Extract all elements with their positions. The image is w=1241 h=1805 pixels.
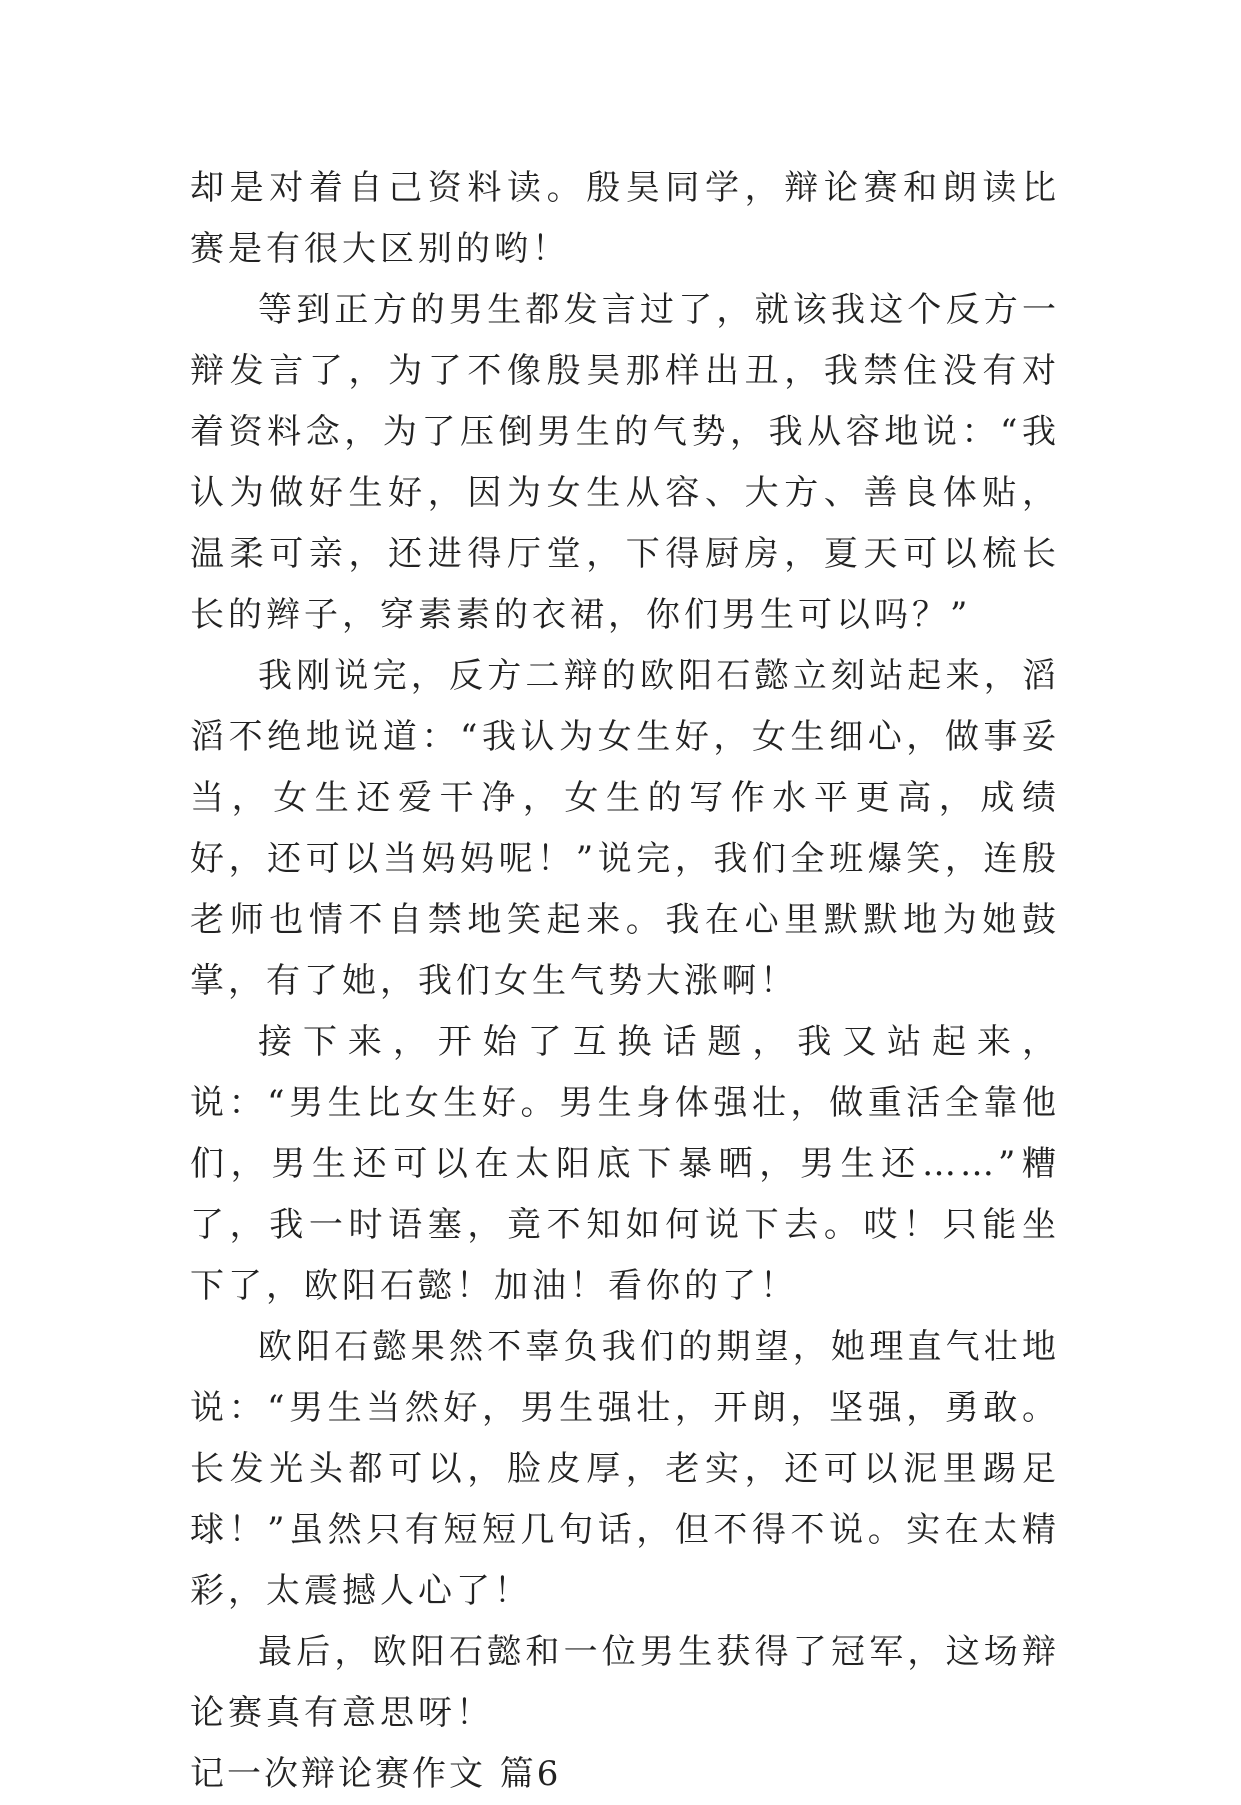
paragraph: 等到正方的男生都发言过了，就该我这个反方一辩发言了，为了不像殷昊那样出丑，我禁住没有对着资料念，为了压倒男生的气势，我从容地说：“我认为做好生好，因为女生从容、大方、善良体贴，温柔可亲，还进得厅堂，下得厨房，夏天可以梳长长的辫子，穿素素的衣裙，你们男生可以吗？”: [190, 290, 1060, 635]
paragraph: 最后，欧阳石懿和一位男生获得了冠军，这场辩论赛真有意思呀！: [190, 1632, 1060, 1733]
paragraph-continued: 却是对着自己资料读。殷昊同学，辩论赛和朗读比赛是有很大区别的哟！: [190, 168, 1060, 269]
paragraph: 接下来，开始了互换话题，我又站起来，说：“男生比女生好。男生身体强壮，做重活全靠他们，男生还可以在太阳底下暴晒，男生还……”糟了，我一时语塞，竟不知如何说下去。哎！只能坐下了，欧阳石懿！加油！看你的了！: [190, 1022, 1060, 1306]
paragraph: 欧阳石懿果然不辜负我们的期望，她理直气壮地说：“男生当然好，男生强壮，开朗，坚强，勇敢。长发光头都可以，脸皮厚，老实，还可以泥里踢足球！”虽然只有短短几句话，但不得不说。实在太精彩，太震撼人心了！: [190, 1327, 1060, 1611]
article-body: [190, 158, 1060, 1805]
paragraph: 我刚说完，反方二辩的欧阳石懿立刻站起来，滔滔不绝地说道：“我认为女生好，女生细心，做事妥当，女生还爱干净，女生的写作水平更高，成绩好，还可以当妈妈呢！”说完，我们全班爆笑，连殷老师也情不自禁地笑起来。我在心里默默地为她鼓掌，有了她，我们女生气势大涨啊！: [190, 656, 1060, 1001]
section-heading: 记一次辩论赛作文 篇6: [190, 1754, 562, 1794]
